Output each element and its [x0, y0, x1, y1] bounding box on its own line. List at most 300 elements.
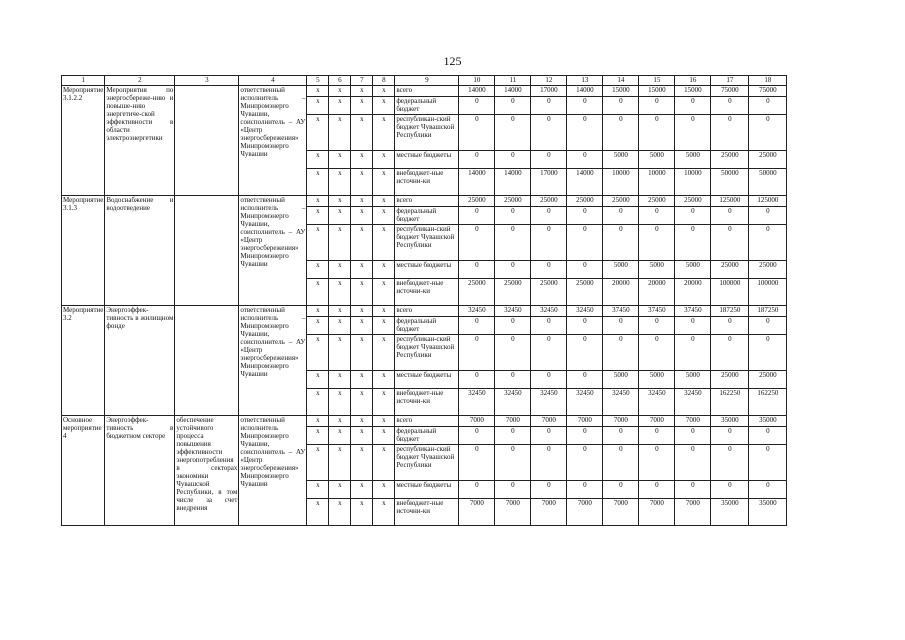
amount-cell: 7000 — [639, 416, 675, 427]
code-cell: х — [373, 207, 395, 225]
amount-cell: 125000 — [749, 196, 787, 207]
amount-cell: 32450 — [567, 389, 603, 416]
event-goal: обеспечение устойчивого процесса повышения эффективности энергопотребления в секторах экономики Чувашской Республики, в том числе за счет внедрения — [175, 416, 239, 526]
column-number: 3 — [175, 76, 239, 86]
code-cell: х — [307, 225, 329, 261]
amount-cell: 37450 — [639, 306, 675, 317]
funding-source: республикан-ский бюджет Чувашской Республики — [395, 445, 459, 481]
code-cell: х — [351, 481, 373, 499]
column-number: 4 — [239, 76, 307, 86]
amount-cell: 0 — [531, 335, 567, 371]
amount-cell: 17000 — [531, 169, 567, 196]
amount-cell: 0 — [459, 481, 495, 499]
code-cell: х — [351, 335, 373, 371]
amount-cell: 15000 — [639, 86, 675, 97]
amount-cell: 0 — [567, 207, 603, 225]
amount-cell: 32450 — [675, 389, 711, 416]
code-cell: х — [373, 427, 395, 445]
funding-source: внебюджет-ные источни-ки — [395, 389, 459, 416]
code-cell: х — [373, 196, 395, 207]
amount-cell: 14000 — [495, 86, 531, 97]
event-code: Мероприятие 3.2 — [62, 306, 105, 416]
code-cell: х — [373, 371, 395, 389]
amount-cell: 7000 — [531, 416, 567, 427]
amount-cell: 0 — [603, 335, 639, 371]
amount-cell: 0 — [495, 481, 531, 499]
column-number: 18 — [749, 76, 787, 86]
amount-cell: 25000 — [749, 261, 787, 279]
code-cell: х — [373, 389, 395, 416]
amount-cell: 7000 — [531, 499, 567, 526]
code-cell: х — [351, 261, 373, 279]
code-cell: х — [329, 499, 351, 526]
amount-cell: 0 — [603, 115, 639, 151]
code-cell: х — [373, 169, 395, 196]
code-cell: х — [373, 317, 395, 335]
amount-cell: 0 — [711, 481, 749, 499]
code-cell: х — [329, 261, 351, 279]
amount-cell: 14000 — [495, 169, 531, 196]
code-cell: х — [351, 427, 373, 445]
amount-cell: 25000 — [495, 196, 531, 207]
code-cell: х — [351, 115, 373, 151]
amount-cell: 0 — [639, 317, 675, 335]
event-name: Энергоэффек-тивность в жилищном фонде — [105, 306, 175, 416]
amount-cell: 7000 — [567, 499, 603, 526]
amount-cell: 0 — [639, 207, 675, 225]
code-cell: х — [307, 306, 329, 317]
amount-cell: 0 — [675, 225, 711, 261]
amount-cell: 0 — [459, 317, 495, 335]
code-cell: х — [307, 499, 329, 526]
amount-cell: 0 — [495, 97, 531, 115]
code-cell: х — [329, 317, 351, 335]
code-cell: х — [307, 86, 329, 97]
amount-cell: 50000 — [749, 169, 787, 196]
amount-cell: 25000 — [749, 151, 787, 169]
amount-cell: 37450 — [675, 306, 711, 317]
funding-source: местные бюджеты — [395, 371, 459, 389]
amount-cell: 0 — [749, 207, 787, 225]
amount-cell: 7000 — [459, 416, 495, 427]
code-cell: х — [329, 151, 351, 169]
column-number: 15 — [639, 76, 675, 86]
code-cell: х — [351, 499, 373, 526]
code-cell: х — [351, 151, 373, 169]
amount-cell: 7000 — [567, 416, 603, 427]
column-number: 6 — [329, 76, 351, 86]
code-cell: х — [351, 279, 373, 306]
column-number: 11 — [495, 76, 531, 86]
amount-cell: 0 — [567, 335, 603, 371]
amount-cell: 0 — [675, 97, 711, 115]
code-cell: х — [351, 169, 373, 196]
amount-cell: 32450 — [531, 389, 567, 416]
amount-cell: 32450 — [495, 389, 531, 416]
amount-cell: 0 — [567, 97, 603, 115]
amount-cell: 0 — [495, 445, 531, 481]
amount-cell: 0 — [567, 225, 603, 261]
amount-cell: 25000 — [567, 196, 603, 207]
code-cell: х — [351, 389, 373, 416]
event-name: Мероприятия по энергосбереже-нию и повыше-нию энергетиче-ской эффективности в области электроэнергетики — [105, 86, 175, 196]
amount-cell: 7000 — [603, 416, 639, 427]
amount-cell: 0 — [711, 97, 749, 115]
amount-cell: 0 — [531, 371, 567, 389]
amount-cell: 14000 — [459, 86, 495, 97]
event-code: Основное мероприятие 4 — [62, 416, 105, 526]
amount-cell: 0 — [749, 445, 787, 481]
amount-cell: 0 — [749, 97, 787, 115]
amount-cell: 25000 — [711, 151, 749, 169]
amount-cell: 7000 — [639, 499, 675, 526]
funding-source: всего — [395, 416, 459, 427]
column-number: 10 — [459, 76, 495, 86]
amount-cell: 0 — [567, 261, 603, 279]
code-cell: х — [373, 115, 395, 151]
amount-cell: 0 — [749, 317, 787, 335]
amount-cell: 0 — [567, 371, 603, 389]
amount-cell: 0 — [531, 225, 567, 261]
amount-cell: 7000 — [675, 416, 711, 427]
funding-source: республикан-ский бюджет Чувашской Республики — [395, 115, 459, 151]
amount-cell: 0 — [531, 481, 567, 499]
amount-cell: 0 — [639, 427, 675, 445]
code-cell: х — [351, 416, 373, 427]
page-number: 125 — [443, 54, 462, 68]
amount-cell: 0 — [495, 261, 531, 279]
amount-cell: 32450 — [495, 306, 531, 317]
amount-cell: 14000 — [567, 86, 603, 97]
funding-source: внебюджет-ные источни-ки — [395, 279, 459, 306]
amount-cell: 15000 — [675, 86, 711, 97]
amount-cell: 0 — [639, 115, 675, 151]
code-cell: х — [373, 225, 395, 261]
column-number: 16 — [675, 76, 711, 86]
amount-cell: 0 — [639, 225, 675, 261]
column-number: 7 — [351, 76, 373, 86]
code-cell: х — [329, 196, 351, 207]
amount-cell: 0 — [459, 97, 495, 115]
event-code: Мероприятие 3.1.2.2 — [62, 86, 105, 196]
amount-cell: 100000 — [711, 279, 749, 306]
amount-cell: 0 — [495, 371, 531, 389]
funding-source: федеральный бюджет — [395, 427, 459, 445]
code-cell: х — [329, 427, 351, 445]
amount-cell: 32450 — [603, 389, 639, 416]
amount-cell: 25000 — [749, 371, 787, 389]
amount-cell: 0 — [531, 427, 567, 445]
amount-cell: 100000 — [749, 279, 787, 306]
amount-cell: 0 — [531, 207, 567, 225]
amount-cell: 5000 — [675, 261, 711, 279]
column-number: 5 — [307, 76, 329, 86]
amount-cell: 0 — [495, 335, 531, 371]
amount-cell: 0 — [459, 151, 495, 169]
amount-cell: 0 — [567, 481, 603, 499]
amount-cell: 5000 — [639, 151, 675, 169]
amount-cell: 0 — [459, 261, 495, 279]
code-cell: х — [373, 86, 395, 97]
funding-source: республикан-ский бюджет Чувашской Республики — [395, 335, 459, 371]
amount-cell: 0 — [531, 151, 567, 169]
code-cell: х — [307, 416, 329, 427]
amount-cell: 32450 — [531, 306, 567, 317]
code-cell: х — [307, 445, 329, 481]
amount-cell: 5000 — [603, 261, 639, 279]
amount-cell: 14000 — [459, 169, 495, 196]
amount-cell: 0 — [749, 225, 787, 261]
amount-cell: 0 — [603, 97, 639, 115]
amount-cell: 0 — [459, 427, 495, 445]
amount-cell: 35000 — [711, 416, 749, 427]
amount-cell: 5000 — [675, 371, 711, 389]
amount-cell: 25000 — [459, 279, 495, 306]
amount-cell: 0 — [495, 225, 531, 261]
amount-cell: 5000 — [603, 151, 639, 169]
amount-cell: 25000 — [675, 196, 711, 207]
table-row — [62, 306, 787, 317]
code-cell: х — [329, 169, 351, 196]
amount-cell: 0 — [567, 445, 603, 481]
event-goal — [175, 86, 239, 196]
amount-cell: 0 — [711, 335, 749, 371]
amount-cell: 0 — [495, 427, 531, 445]
amount-cell: 0 — [675, 427, 711, 445]
amount-cell: 0 — [603, 225, 639, 261]
column-number: 1 — [62, 76, 105, 86]
event-goal — [175, 306, 239, 416]
code-cell: х — [373, 306, 395, 317]
amount-cell: 14000 — [567, 169, 603, 196]
amount-cell: 17000 — [531, 86, 567, 97]
amount-cell: 25000 — [567, 279, 603, 306]
amount-cell: 25000 — [531, 196, 567, 207]
code-cell: х — [307, 169, 329, 196]
event-name: Водоснабжение и водоотведение — [105, 196, 175, 306]
amount-cell: 25000 — [495, 279, 531, 306]
amount-cell: 0 — [495, 317, 531, 335]
amount-cell: 5000 — [675, 151, 711, 169]
funding-source: республикан-ский бюджет Чувашской Республики — [395, 225, 459, 261]
amount-cell: 7000 — [495, 416, 531, 427]
code-cell: х — [307, 261, 329, 279]
amount-cell: 75000 — [749, 86, 787, 97]
amount-cell: 32450 — [459, 306, 495, 317]
column-number: 9 — [395, 76, 459, 86]
code-cell: х — [329, 306, 351, 317]
funding-source: всего — [395, 86, 459, 97]
code-cell: х — [351, 317, 373, 335]
amount-cell: 187250 — [711, 306, 749, 317]
funding-source: внебюджет-ные источни-ки — [395, 499, 459, 526]
budget-table — [61, 75, 787, 526]
amount-cell: 0 — [639, 335, 675, 371]
code-cell: х — [307, 317, 329, 335]
amount-cell: 0 — [639, 97, 675, 115]
code-cell: х — [329, 115, 351, 151]
funding-source: всего — [395, 306, 459, 317]
code-cell: х — [307, 196, 329, 207]
event-name: Энергоэффек-тивность в бюджетном секторе — [105, 416, 175, 526]
code-cell: х — [351, 371, 373, 389]
amount-cell: 0 — [711, 207, 749, 225]
amount-cell: 0 — [711, 427, 749, 445]
code-cell: х — [351, 86, 373, 97]
amount-cell: 0 — [711, 317, 749, 335]
code-cell: х — [307, 481, 329, 499]
code-cell: х — [373, 279, 395, 306]
amount-cell: 20000 — [639, 279, 675, 306]
amount-cell: 0 — [603, 427, 639, 445]
code-cell: х — [329, 279, 351, 306]
column-number: 2 — [105, 76, 175, 86]
funding-source: местные бюджеты — [395, 481, 459, 499]
column-number: 12 — [531, 76, 567, 86]
responsible-executor: ответственный исполнитель – Минпромэнерго Чувашии, соисполнитель – АУ «Центр энергосбережения» Минпромэнерго Чувашии — [239, 196, 307, 306]
code-cell: х — [329, 225, 351, 261]
code-cell: х — [329, 389, 351, 416]
code-cell: х — [307, 115, 329, 151]
amount-cell: 0 — [567, 427, 603, 445]
amount-cell: 32450 — [459, 389, 495, 416]
responsible-executor: ответственный исполнитель – Минпромэнерго Чувашии, соисполнитель – АУ «Центр энергосбережения» Минпромэнерго Чувашии — [239, 86, 307, 196]
amount-cell: 0 — [711, 225, 749, 261]
amount-cell: 0 — [603, 481, 639, 499]
amount-cell: 0 — [639, 445, 675, 481]
amount-cell: 0 — [567, 317, 603, 335]
amount-cell: 0 — [639, 481, 675, 499]
amount-cell: 32450 — [567, 306, 603, 317]
amount-cell: 50000 — [711, 169, 749, 196]
amount-cell: 0 — [603, 207, 639, 225]
table-row — [62, 416, 787, 427]
column-number: 13 — [567, 76, 603, 86]
event-goal — [175, 196, 239, 306]
amount-cell: 0 — [675, 317, 711, 335]
amount-cell: 10000 — [639, 169, 675, 196]
amount-cell: 0 — [567, 115, 603, 151]
code-cell: х — [329, 207, 351, 225]
code-cell: х — [351, 207, 373, 225]
code-cell: х — [351, 445, 373, 481]
amount-cell: 0 — [749, 427, 787, 445]
amount-cell: 0 — [495, 151, 531, 169]
code-cell: х — [307, 151, 329, 169]
amount-cell: 0 — [459, 225, 495, 261]
amount-cell: 20000 — [675, 279, 711, 306]
code-cell: х — [329, 445, 351, 481]
amount-cell: 35000 — [749, 416, 787, 427]
funding-source: федеральный бюджет — [395, 97, 459, 115]
code-cell: х — [351, 196, 373, 207]
amount-cell: 35000 — [711, 499, 749, 526]
code-cell: х — [329, 97, 351, 115]
amount-cell: 0 — [495, 115, 531, 151]
amount-cell: 0 — [675, 445, 711, 481]
code-cell: х — [329, 86, 351, 97]
amount-cell: 0 — [675, 115, 711, 151]
funding-source: местные бюджеты — [395, 151, 459, 169]
funding-source: всего — [395, 196, 459, 207]
code-cell: х — [307, 207, 329, 225]
amount-cell: 0 — [749, 115, 787, 151]
code-cell: х — [373, 151, 395, 169]
amount-cell: 10000 — [675, 169, 711, 196]
amount-cell: 0 — [495, 207, 531, 225]
table-row — [62, 196, 787, 207]
amount-cell: 0 — [531, 115, 567, 151]
amount-cell: 0 — [459, 371, 495, 389]
amount-cell: 0 — [459, 207, 495, 225]
amount-cell: 25000 — [711, 261, 749, 279]
amount-cell: 0 — [603, 317, 639, 335]
code-cell: х — [307, 97, 329, 115]
funding-source: местные бюджеты — [395, 261, 459, 279]
code-cell: х — [329, 416, 351, 427]
responsible-executor: ответственный исполнитель – Минпромэнерго Чувашии, соисполнитель – АУ «Центр энергосбережения» Минпромэнерго Чувашии — [239, 306, 307, 416]
funding-source: внебюджет-ные источни-ки — [395, 169, 459, 196]
amount-cell: 25000 — [711, 371, 749, 389]
amount-cell: 10000 — [603, 169, 639, 196]
amount-cell: 75000 — [711, 86, 749, 97]
funding-source: федеральный бюджет — [395, 317, 459, 335]
amount-cell: 0 — [711, 445, 749, 481]
code-cell: х — [329, 371, 351, 389]
amount-cell: 25000 — [459, 196, 495, 207]
code-cell: х — [373, 335, 395, 371]
amount-cell: 5000 — [639, 371, 675, 389]
amount-cell: 162250 — [711, 389, 749, 416]
amount-cell: 7000 — [495, 499, 531, 526]
amount-cell: 0 — [675, 207, 711, 225]
code-cell: х — [373, 445, 395, 481]
amount-cell: 25000 — [603, 196, 639, 207]
amount-cell: 0 — [531, 261, 567, 279]
code-cell: х — [307, 335, 329, 371]
event-code: Мероприятие 3.1.3 — [62, 196, 105, 306]
code-cell: х — [373, 97, 395, 115]
column-number: 8 — [373, 76, 395, 86]
amount-cell: 162250 — [749, 389, 787, 416]
amount-cell: 0 — [531, 97, 567, 115]
amount-cell: 7000 — [459, 499, 495, 526]
code-cell: х — [351, 97, 373, 115]
code-cell: х — [373, 499, 395, 526]
amount-cell: 20000 — [603, 279, 639, 306]
amount-cell: 187250 — [749, 306, 787, 317]
code-cell: х — [373, 416, 395, 427]
amount-cell: 0 — [531, 445, 567, 481]
amount-cell: 7000 — [603, 499, 639, 526]
amount-cell: 7000 — [675, 499, 711, 526]
amount-cell: 37450 — [603, 306, 639, 317]
amount-cell: 25000 — [639, 196, 675, 207]
amount-cell: 0 — [749, 335, 787, 371]
code-cell: х — [329, 481, 351, 499]
amount-cell: 0 — [531, 317, 567, 335]
amount-cell: 25000 — [531, 279, 567, 306]
funding-source: федеральный бюджет — [395, 207, 459, 225]
amount-cell: 125000 — [711, 196, 749, 207]
header-row — [62, 76, 787, 86]
amount-cell: 32450 — [639, 389, 675, 416]
code-cell: х — [373, 261, 395, 279]
column-number: 14 — [603, 76, 639, 86]
amount-cell: 15000 — [603, 86, 639, 97]
code-cell: х — [307, 427, 329, 445]
amount-cell: 0 — [603, 445, 639, 481]
